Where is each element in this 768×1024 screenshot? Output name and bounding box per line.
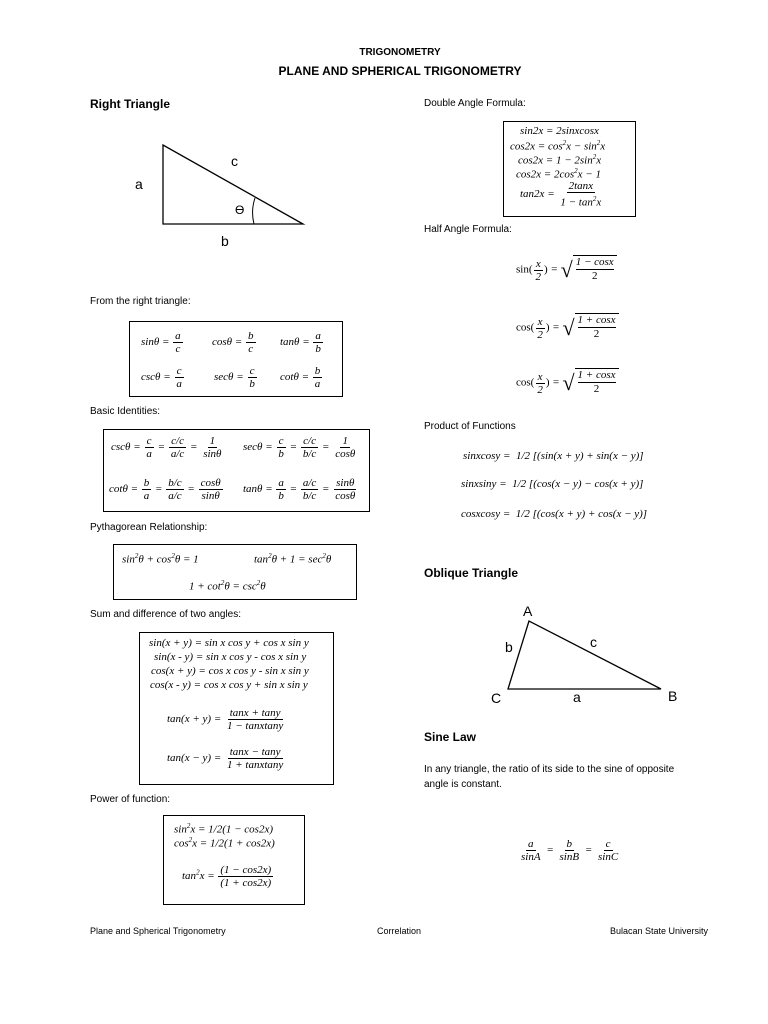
- double-angle-label: Double Angle Formula:: [424, 98, 526, 109]
- power-label: Power of function:: [90, 794, 171, 805]
- right-triangle-heading: Right Triangle: [90, 97, 171, 111]
- oblique-heading: Oblique Triangle: [424, 566, 519, 580]
- trig-ratios-box: sinθ = $\frac{a}{c}$ cosθ = $\frac{b}{c}$ tanθ = $\frac{a}{b}$ cscθ = $\frac{c}{a}$ secθ = $\frac{c}{b}$ cotθ = $\frac{b}{a}$: [129, 321, 343, 397]
- sum-diff-line-3: cos(x + y) = cos x cos y - sin x sin y: [151, 665, 309, 677]
- half-angle-sin: sin( $\frac{x}{2}$ ) = √ 1 − cosx 2: [516, 255, 617, 285]
- sum-diff-label: Sum and difference of two angles:: [90, 609, 242, 620]
- triangle-label-theta: ϴ: [235, 203, 245, 217]
- product-sin-sin: sinxsiny = 1/2 [(cos(x − y) − cos(x + y)]: [461, 478, 644, 490]
- footer-center: Correlation: [377, 926, 422, 936]
- oblique-label-B: B: [668, 688, 678, 704]
- page-title: TRIGONOMETRY: [359, 47, 441, 58]
- footer-right: Bulacan State University: [610, 926, 709, 936]
- oblique-label-A: A: [523, 603, 533, 619]
- sine-law-heading: Sine Law: [424, 730, 477, 744]
- sum-diff-box: sin(x + y) = sin x cos y + cos x sin y sin(x - y) = sin x cos y - cos x sin y cos(x + y) = cos x cos y - sin x sin y cos(x - y) = cos x cos y + sin x sin y tan(x + y) = $\frac{\tan x + \tan y}{\text{1 − tanxtany}}$ tan(x − y) = $\frac{\tan x - \tan y}{\text{1 + tanxtany}}$: [139, 632, 334, 785]
- double-angle-box: sin2x = 2sinxcosx $\cos 2x = \cos^2x - \sin^2x$ $\cos 2x = 1 - 2\sin^2x$ $\cos 2x = 2\cos^2x - 1$ tan2x = $\frac{2\tan x}{1 - \tan^2x}$: [503, 121, 636, 217]
- sum-diff-line-4: cos(x - y) = cos x cos y + sin x sin y: [150, 679, 308, 691]
- oblique-triangle-figure: [500, 615, 670, 695]
- product-sin-cos: sinxcosy = 1/2 [(sin(x + y) + sin(x − y)]: [463, 450, 644, 462]
- pythagorean-label: Pythagorean Relationship:: [90, 522, 208, 533]
- sine-law-text-1: In any triangle, the ratio of its side to the sine of opposite: [424, 764, 675, 775]
- sum-diff-line-1: sin(x + y) = sin x cos y + cos x sin y: [149, 637, 309, 649]
- half-angle-cos-1: cos( $\frac{x}{2}$ ) = √ 1 + cosx 2: [516, 313, 619, 343]
- sum-diff-line-2: sin(x - y) = sin x cos y - cos x sin y: [154, 651, 307, 663]
- triangle-label-c: c: [231, 153, 238, 169]
- basic-identities-box: cscθ = $\frac{c}{a}$ = $\frac{c/c}{a/c}$ = $\frac{1}{\sin\theta}$ secθ = $\frac{c}{b}$ = $\frac{c/c}{b/c}$ = $\frac{1}{\cos\theta}$ cotθ = $\frac{b}{a}$ = $\frac{b/c}{a/c}$ = $\frac{\cos\theta}{\sin\theta}$ tanθ = $\frac{a}{b}$ = $\frac{a/c}{b/c}$ = $\frac{\sin\theta}{\cos\theta}$: [103, 429, 370, 512]
- pythagorean-box: $\sin^2\theta + \cos^2\theta = 1$ $\tan^2\theta + 1 = \sec^2\theta$ $1 + \cot^2\theta = \csc^2\theta$: [113, 544, 357, 600]
- oblique-label-b: b: [505, 639, 513, 655]
- power-box: $\sin^2x = 1/2(1 - \cos 2x)$ $\cos^2x = 1/2(1 + \cos 2x)$ $\tan^2x$ = $\frac{(1 - \cos 2x)}{(1 + \cos 2x)}$: [163, 815, 305, 905]
- half-angle-cos-2: cos( $\frac{x}{2}$ ) = √ 1 + cosx 2: [516, 368, 619, 398]
- triangle-label-a: a: [135, 176, 143, 192]
- product-label: Product of Functions: [424, 421, 516, 432]
- sine-law-text-2: angle is constant.: [424, 779, 502, 790]
- half-angle-label: Half Angle Formula:: [424, 224, 512, 235]
- from-triangle-label: From the right triangle:: [90, 296, 191, 307]
- footer-left: Plane and Spherical Trigonometry: [90, 926, 226, 936]
- oblique-label-a: a: [573, 689, 581, 705]
- basic-identities-label: Basic Identities:: [90, 406, 161, 417]
- oblique-label-C: C: [491, 690, 502, 706]
- product-cos-cos: cosxcosy = 1/2 [(cos(x + y) + cos(x − y)]: [461, 508, 648, 520]
- sine-law-formula: $\frac{a}{\sin A}$ = $\frac{b}{\sin B}$ = $\frac{c}{\sin C}$: [521, 838, 619, 863]
- page-subtitle: PLANE AND SPHERICAL TRIGONOMETRY: [278, 64, 522, 78]
- triangle-label-b: b: [221, 233, 229, 249]
- oblique-label-c: c: [590, 634, 597, 650]
